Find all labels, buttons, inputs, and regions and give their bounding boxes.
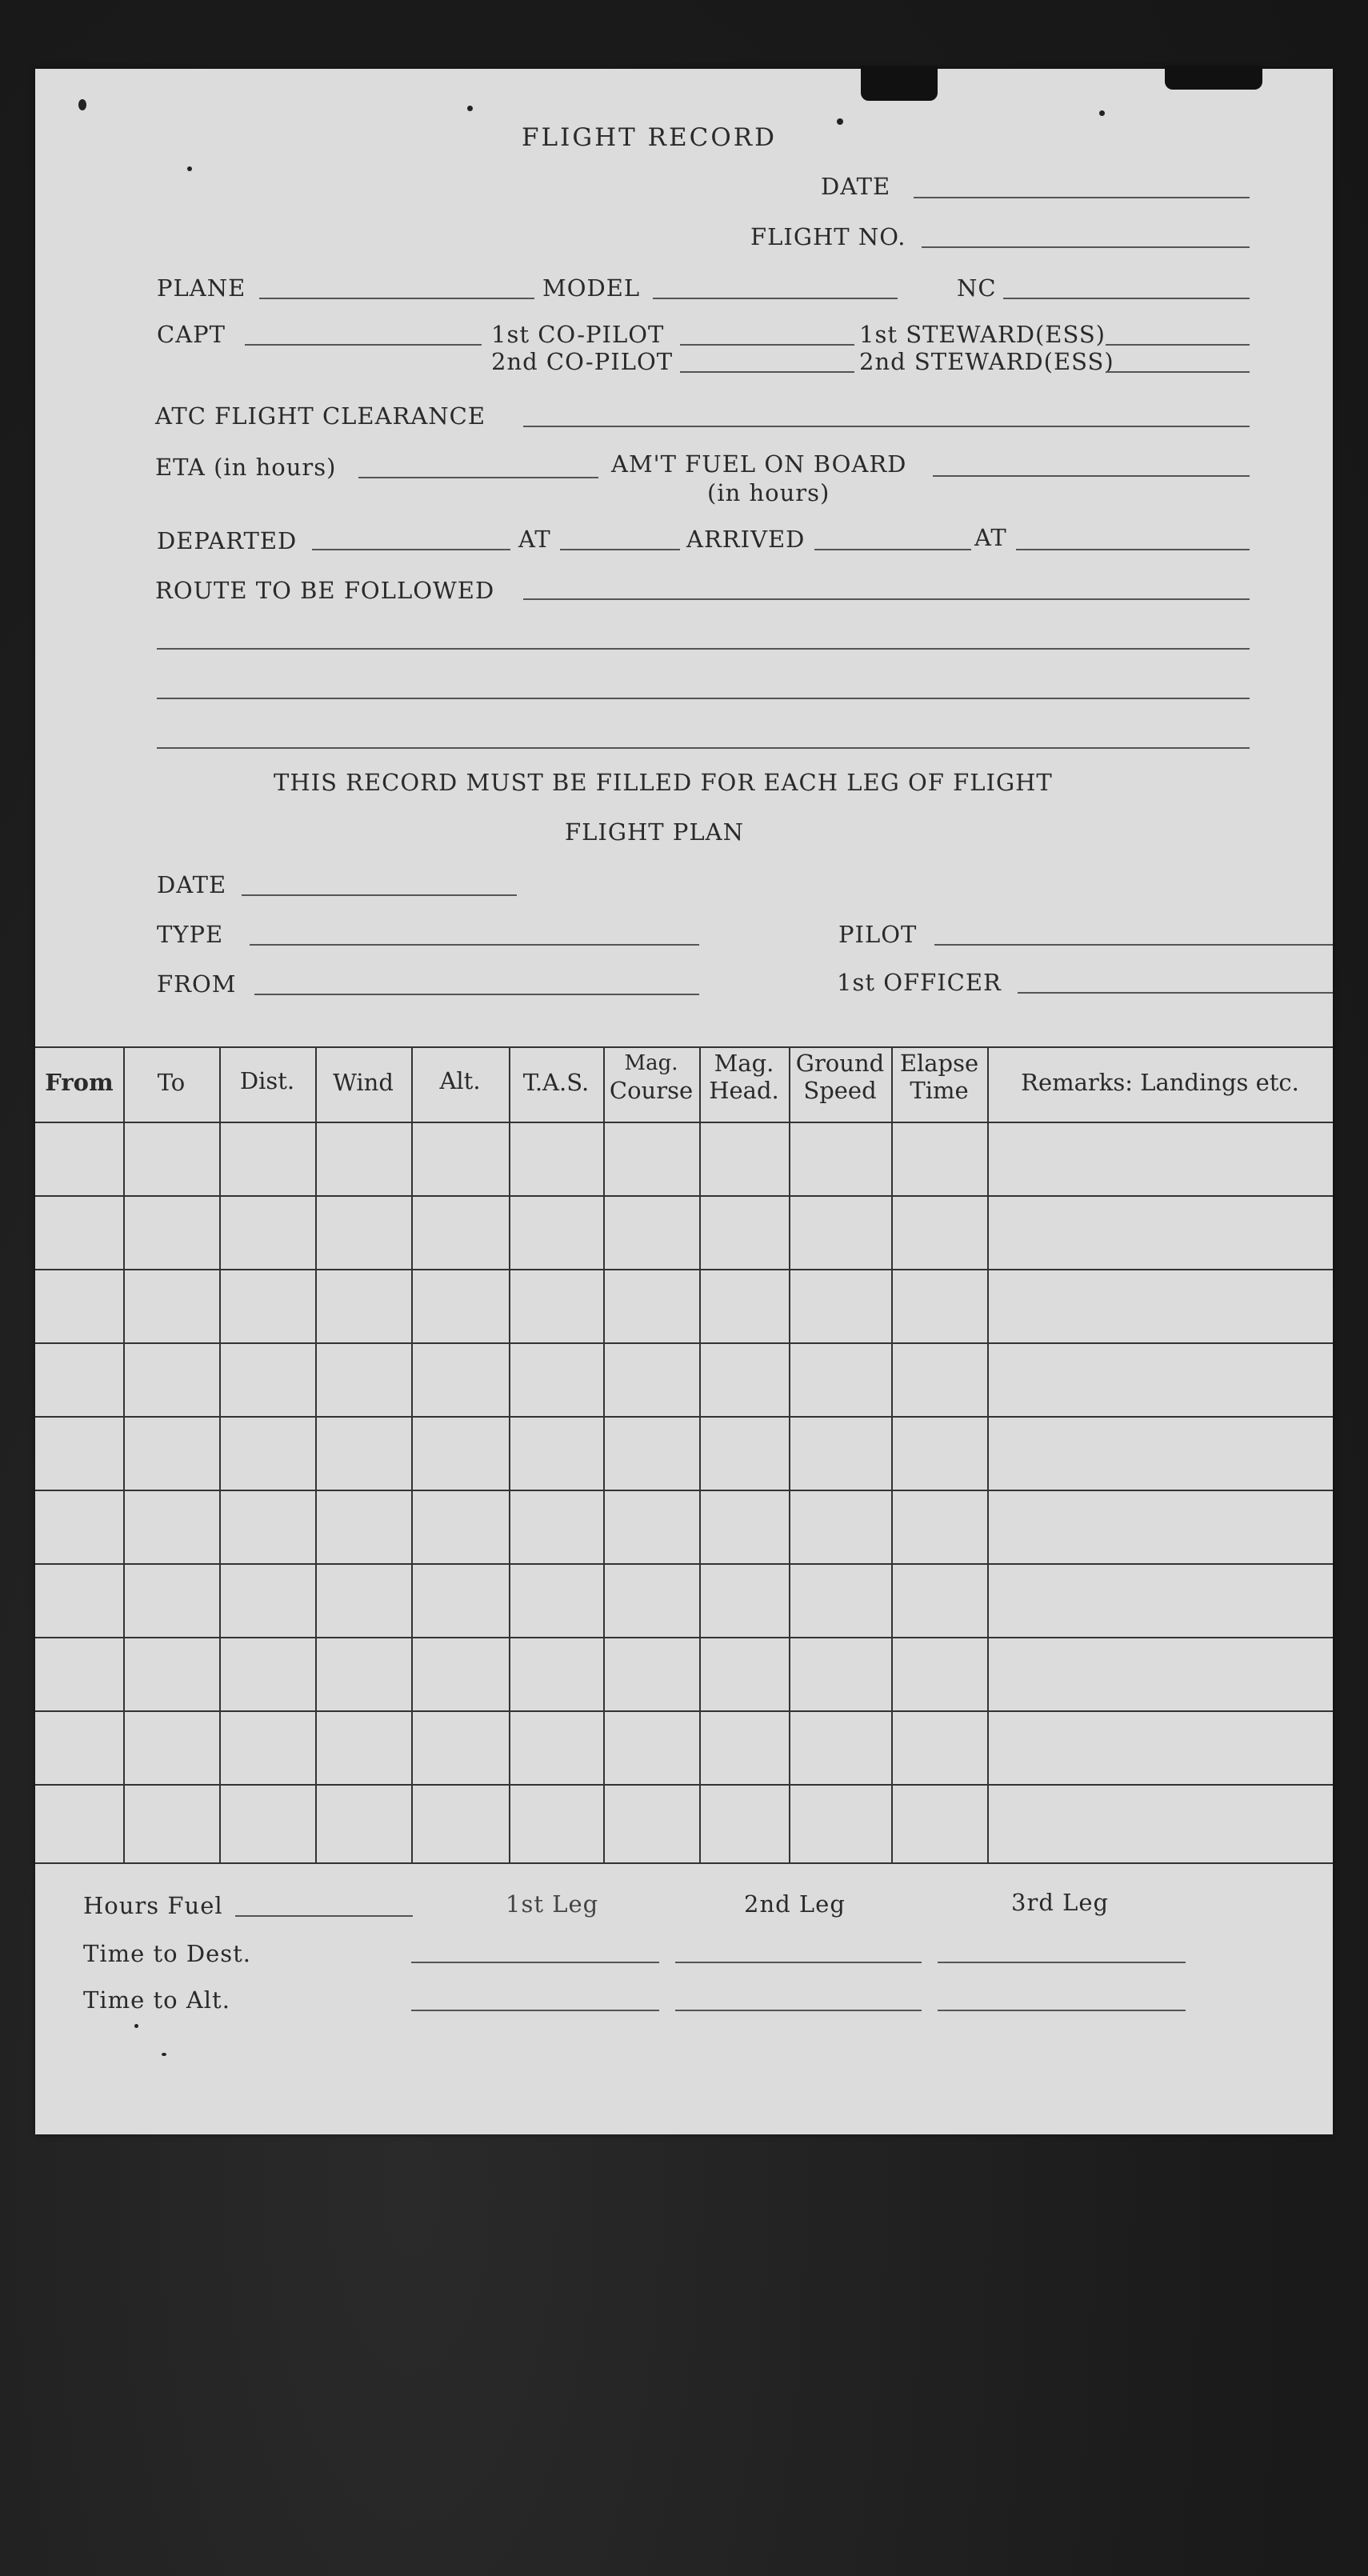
steward-1-line[interactable] [1106, 344, 1250, 346]
leg-2-label: 2nd Leg [744, 1890, 846, 1918]
date-line[interactable] [914, 197, 1250, 198]
departed-line[interactable] [312, 549, 510, 550]
header-wind: Wind [333, 1069, 394, 1096]
capt-label: CAPT [157, 321, 226, 348]
route-line[interactable] [157, 648, 1250, 650]
arrived-label: ARRIVED [686, 526, 806, 553]
header-remarks: Remarks: Landings etc. [1021, 1069, 1299, 1096]
plan-date-line[interactable] [242, 894, 517, 896]
arrived-line[interactable] [814, 549, 971, 550]
fuel-label: AM'T FUEL ON BOARD [611, 450, 907, 478]
column-divider [699, 1046, 701, 1862]
leg-1-label: 1st Leg [506, 1890, 599, 1918]
form-title: FLIGHT RECORD [522, 123, 777, 152]
column-divider [987, 1046, 989, 1862]
table-row-line [35, 1490, 1333, 1491]
time-to-alt-leg-1-line[interactable] [411, 2010, 659, 2011]
nc-line[interactable] [1003, 298, 1250, 299]
departed-label: DEPARTED [157, 527, 298, 554]
flight-record-form [35, 69, 1333, 2134]
table-row-line [35, 1342, 1333, 1344]
co-pilot-1-line[interactable] [680, 344, 854, 346]
fuel-unit-label: (in hours) [707, 479, 830, 506]
time-to-alt-leg-2-line[interactable] [675, 2010, 922, 2011]
plan-from-line[interactable] [254, 994, 699, 995]
header-mag-head: Mag. Head. [709, 1050, 779, 1104]
header-alt: Alt. [439, 1067, 481, 1094]
table-top-border [35, 1046, 1333, 1048]
column-divider [891, 1046, 893, 1862]
eta-line[interactable] [358, 477, 598, 478]
table-bottom-border [35, 1862, 1333, 1864]
table-row-line [35, 1637, 1333, 1638]
scan-tab-mark [1165, 66, 1262, 90]
flight-no-label: FLIGHT NO. [750, 223, 906, 250]
time-to-alt-leg-3-line[interactable] [938, 2010, 1186, 2011]
co-pilot-2-label: 2nd CO-PILOT [491, 348, 674, 375]
plan-pilot-line[interactable] [934, 944, 1333, 946]
speck [134, 2024, 138, 2028]
arrived-at-label: AT [974, 524, 1007, 551]
co-pilot-1-label: 1st CO-PILOT [491, 321, 665, 348]
table-row-line [35, 1269, 1333, 1270]
route-line[interactable] [523, 598, 1250, 600]
route-line[interactable] [157, 698, 1250, 699]
hours-fuel-line[interactable] [235, 1915, 413, 1917]
column-divider [603, 1046, 605, 1862]
co-pilot-2-line[interactable] [680, 371, 854, 373]
column-divider [219, 1046, 221, 1862]
column-divider [123, 1046, 125, 1862]
plan-officer-line[interactable] [1018, 992, 1333, 994]
model-line[interactable] [653, 298, 898, 299]
departed-at-label: AT [518, 526, 551, 553]
column-divider [315, 1046, 317, 1862]
speck [162, 2053, 166, 2056]
hours-fuel-label: Hours Fuel [83, 1892, 223, 1919]
plane-label: PLANE [157, 274, 246, 302]
route-label: ROUTE TO BE FOLLOWED [155, 577, 495, 604]
date-label: DATE [821, 173, 891, 200]
speck [837, 118, 843, 125]
header-dist: Dist. [239, 1067, 295, 1094]
plan-officer-label: 1st OFFICER [837, 969, 1002, 996]
steward-2-line[interactable] [1106, 371, 1250, 373]
speck [467, 106, 473, 111]
departed-at-line[interactable] [560, 549, 680, 550]
time-to-dest-leg-3-line[interactable] [938, 1962, 1186, 1963]
atc-label: ATC FLIGHT CLEARANCE [155, 402, 486, 430]
flight-plan-heading: FLIGHT PLAN [565, 818, 744, 846]
fuel-line[interactable] [933, 475, 1250, 477]
plan-type-label: TYPE [157, 921, 224, 948]
header-mag-course: Mag. Course [609, 1051, 694, 1104]
speck [187, 166, 192, 171]
header-tas: T.A.S. [522, 1069, 590, 1096]
table-row-line [35, 1416, 1333, 1418]
steward-2-label: 2nd STEWARD(ESS) [859, 348, 1114, 375]
table-row-line [35, 1710, 1333, 1712]
model-label: MODEL [542, 274, 641, 302]
plan-date-label: DATE [157, 871, 227, 898]
header-elapse-time: Elapse Time [899, 1050, 979, 1104]
column-divider [789, 1046, 790, 1862]
speck [1099, 110, 1105, 116]
table-row-line [35, 1784, 1333, 1786]
eta-label: ETA (in hours) [155, 454, 337, 481]
column-divider [411, 1046, 413, 1862]
header-from: From [45, 1069, 114, 1096]
table-row-line [35, 1195, 1333, 1197]
steward-1-label: 1st STEWARD(ESS) [859, 321, 1106, 348]
atc-line[interactable] [523, 426, 1250, 427]
scan-tab-mark [861, 66, 938, 101]
flight-no-line[interactable] [922, 246, 1250, 248]
speck [78, 99, 86, 110]
leg-3-label: 3rd Leg [1011, 1889, 1110, 1916]
table-row-line [35, 1563, 1333, 1565]
header-ground-speed: Ground Speed [795, 1050, 885, 1104]
time-to-dest-leg-1-line[interactable] [411, 1962, 659, 1963]
plan-type-line[interactable] [250, 944, 699, 946]
notice-text: THIS RECORD MUST BE FILLED FOR EACH LEG OF FLIGHT [274, 769, 1053, 796]
nc-label: NC [957, 274, 997, 302]
time-to-dest-leg-2-line[interactable] [675, 1962, 922, 1963]
route-line[interactable] [157, 747, 1250, 749]
arrived-at-line[interactable] [1016, 549, 1250, 550]
capt-line[interactable] [245, 344, 482, 346]
time-to-dest-label: Time to Dest. [83, 1940, 251, 1967]
plane-line[interactable] [259, 298, 534, 299]
plan-from-label: FROM [157, 970, 237, 998]
column-divider [509, 1046, 510, 1862]
time-to-alt-label: Time to Alt. [83, 1986, 230, 2014]
header-to: To [157, 1069, 186, 1096]
table-header-border [35, 1122, 1333, 1123]
plan-pilot-label: PILOT [838, 921, 918, 948]
